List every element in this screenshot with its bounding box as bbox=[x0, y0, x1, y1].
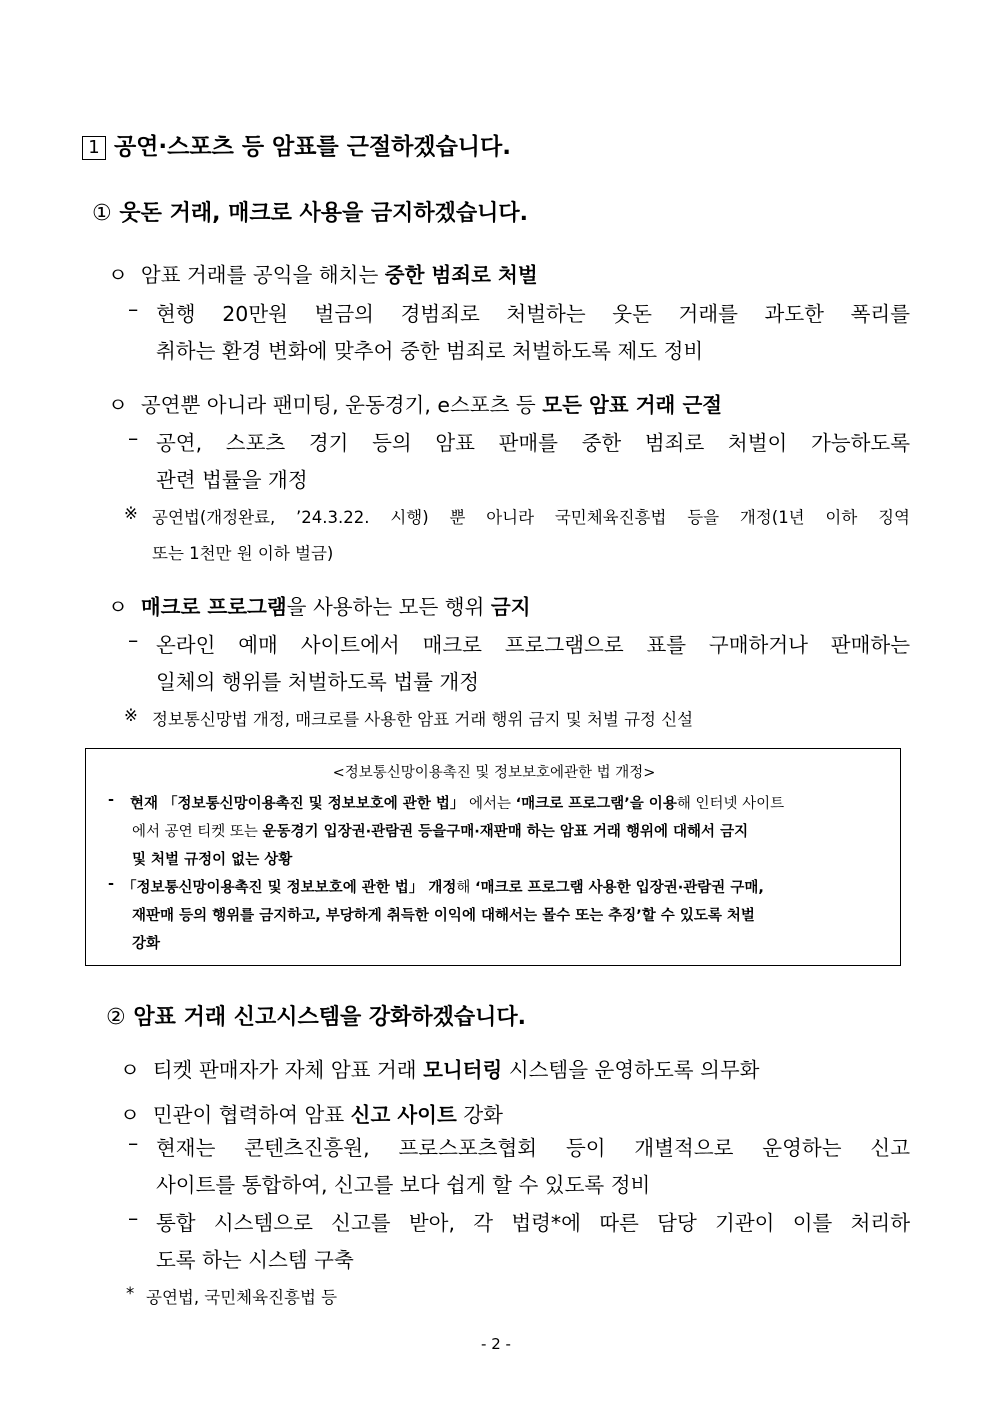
box-item-1-line-2: 에서 공연 티켓 또는 운동경기 입장권·관람권 등을구매·재판매 하는 암표 거래 행위에 대해서 금지 bbox=[132, 824, 749, 840]
dash-item-line: 공연, 스포츠 경기 등의 암표 판매를 중한 범죄로 처벌이 가능하도록 bbox=[156, 431, 910, 455]
subsection-2-number: ② bbox=[106, 1005, 126, 1030]
box-item-2-line-1: 「정보통신망이용촉진 및 정보보호에 관한 법」 개정해 ‘매크로 프로그램 사용한 입장권·관람권 구매, bbox=[122, 880, 764, 896]
subsection-2-text: 암표 거래 신고시스템을 강화하겠습니다. bbox=[133, 1005, 527, 1030]
bullet-emphasis: 금지 bbox=[490, 595, 531, 619]
dash-item: – bbox=[128, 1206, 139, 1230]
note-line: 공연법(개정완료, ’24.3.22. 시행) 뿐 아니라 국민체육진흥법 등을 개정(1년 이하 징역 bbox=[152, 508, 910, 527]
dash-item-line: 관련 법률을 개정 bbox=[156, 468, 308, 492]
dash-item: – bbox=[128, 628, 139, 652]
bullet-emphasis: 모니터링 bbox=[423, 1058, 503, 1082]
dash-item-line: 사이트를 통합하여, 신고를 보다 쉽게 할 수 있도록 정비 bbox=[156, 1173, 651, 1197]
dash-item-line: 현행 20만원 벌금의 경범죄로 처벌하는 웃돈 거래를 과도한 폭리를 bbox=[156, 302, 910, 326]
subsection-1-title bbox=[92, 196, 528, 227]
bullet-marker: ㅇ bbox=[120, 1103, 140, 1127]
subsection-1-text: 웃돈 거래, 매크로 사용을 금지하겠습니다. bbox=[119, 201, 529, 226]
dash-item-line: 일체의 행위를 처벌하도록 법률 개정 bbox=[156, 670, 480, 694]
bullet-emphasis: 매크로 프로그램 bbox=[140, 595, 287, 619]
box-item-1-line-3: 및 처벌 규정이 없는 상황 bbox=[132, 852, 293, 868]
bullet-marker: ㅇ bbox=[120, 1058, 140, 1082]
bullet-marker: ㅇ bbox=[108, 393, 128, 417]
bullet-marker: ㅇ bbox=[108, 263, 128, 287]
dash-item-line: 온라인 예매 사이트에서 매크로 프로그램으로 표를 구매하거나 판매하는 bbox=[156, 633, 910, 657]
bullet-text: 을 사용하는 모든 행위 bbox=[286, 595, 491, 619]
subsection-1-number: ① bbox=[92, 201, 112, 226]
dash-item-line: 취하는 환경 변화에 맞추어 중한 범죄로 처벌하도록 제도 정비 bbox=[156, 339, 704, 363]
section-number: 1 bbox=[82, 136, 106, 160]
note-mark: ※ bbox=[124, 504, 138, 523]
section-title-text: 공연·스포츠 등 암표를 근절하겠습니다. bbox=[114, 134, 511, 160]
law-amendment-box bbox=[85, 748, 901, 966]
bullet-marker: ㅇ bbox=[108, 595, 128, 619]
footnote-mark: * bbox=[126, 1284, 135, 1303]
dash-item: – bbox=[128, 426, 139, 450]
note-line: 또는 1천만 원 이하 벌금) bbox=[152, 544, 334, 563]
bullet-emphasis: 모든 암표 거래 근절 bbox=[542, 393, 723, 417]
footnote-text: 공연법, 국민체육진흥법 등 bbox=[146, 1288, 338, 1307]
bullet-text: 민관이 협력하여 암표 bbox=[152, 1103, 351, 1127]
bullet-text: 티켓 판매자가 자체 암표 거래 bbox=[152, 1058, 424, 1082]
box-item-2-line-3: 강화 bbox=[132, 936, 161, 952]
box-dash: - bbox=[108, 792, 115, 808]
page-number: - 2 - bbox=[481, 1335, 511, 1353]
bullet-3 bbox=[108, 590, 531, 620]
bullet-2 bbox=[108, 388, 722, 418]
box-item-1-line-1: 현재 「정보통신망이용촉진 및 정보보호에 관한 법」 에서는 ‘매크로 프로그램’을 이용해 인터넷 사이트 bbox=[130, 796, 785, 812]
bullet-text: 암표 거래를 공익을 해치는 bbox=[140, 263, 385, 287]
bullet-emphasis: 중한 범죄로 처벌 bbox=[384, 263, 538, 287]
bullet-text: 강화 bbox=[456, 1103, 503, 1127]
box-dash: - bbox=[108, 876, 115, 892]
section-title bbox=[82, 128, 511, 161]
dash-item-line: 현재는 콘텐츠진흥원, 프로스포츠협회 등이 개별적으로 운영하는 신고 bbox=[156, 1136, 910, 1160]
note-line: 정보통신망법 개정, 매크로를 사용한 암표 거래 행위 금지 및 처벌 규정 신설 bbox=[152, 710, 694, 729]
dash-item: – bbox=[128, 1131, 139, 1155]
dash-item-line: 도록 하는 시스템 구축 bbox=[156, 1248, 354, 1272]
dash-item: – bbox=[128, 297, 139, 321]
bullet-text: 공연뿐 아니라 팬미팅, 운동경기, e스포츠 등 bbox=[140, 393, 543, 417]
bullet-5 bbox=[120, 1098, 503, 1128]
bullet-1 bbox=[108, 258, 538, 288]
note-mark: ※ bbox=[124, 706, 138, 725]
subsection-2-title bbox=[106, 1000, 526, 1031]
bullet-4 bbox=[120, 1053, 759, 1083]
dash-item-line: 통합 시스템으로 신고를 받아, 각 법령*에 따른 담당 기관이 이를 처리하 bbox=[156, 1211, 910, 1235]
bullet-text: 시스템을 운영하도록 의무화 bbox=[502, 1058, 760, 1082]
box-title: <정보통신망이용촉진 및 정보보호에관한 법 개정> bbox=[332, 765, 656, 781]
bullet-emphasis: 신고 사이트 bbox=[350, 1103, 457, 1127]
box-item-2-line-2: 재판매 등의 행위를 금지하고, 부당하게 취득한 이익에 대해서는 몰수 또는 추징’할 수 있도록 처벌 bbox=[132, 908, 755, 924]
